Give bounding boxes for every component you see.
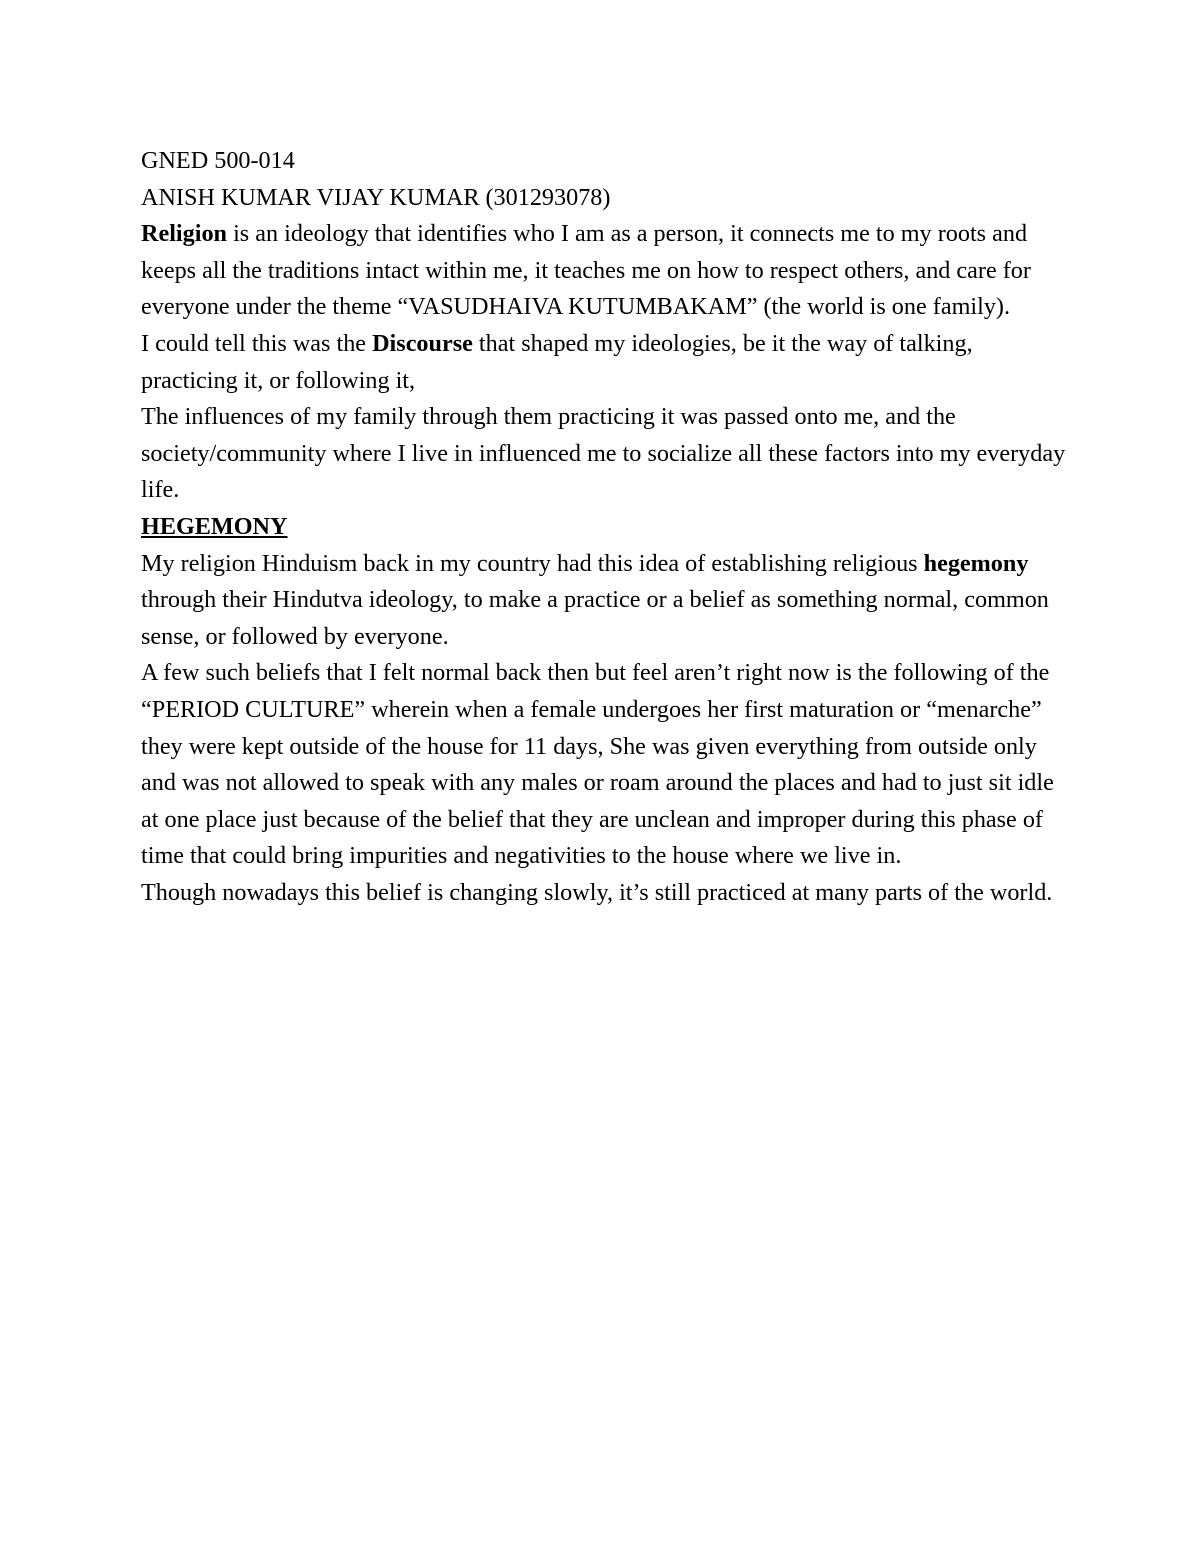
term-religion: Religion — [141, 220, 228, 248]
term-hegemony: hegemony — [923, 549, 1029, 577]
hegemony-paragraph-conclusion: Though nowadays this belief is changing slowly, it’s still practiced at many parts of the world. — [141, 878, 1053, 906]
section-heading-hegemony: HEGEMONY — [141, 512, 288, 540]
hegemony-paragraph-hindutva-after: through their Hindutva ideology, to make a practice or a belief as something normal, common sense, or followed by everyone. — [141, 586, 1049, 650]
hegemony-paragraph-hindutva — [141, 546, 1071, 656]
course-code: GNED 500-014 — [141, 147, 295, 174]
student-name-id: ANISH KUMAR VIJAY KUMAR (301293078) — [141, 183, 611, 211]
hegemony-paragraph-hindutva-before: My religion Hinduism back in my country had this idea of establishing religious — [141, 549, 924, 577]
term-discourse: Discourse — [372, 329, 473, 357]
intro-paragraph-influences: The influences of my family through them practicing it was passed onto me, and the society/community where I live in influenced me to socialize all these factors into my everyday life. — [141, 403, 1066, 504]
intro-paragraph-religion-text: is an ideology that identifies who I am as a person, it connects me to my roots and keeps all the traditions intact within me, it teaches me on how to respect others, and care for everyone under the theme “VASUDHAIVA KUTUMBAKAM” (the world is one family). — [141, 220, 1031, 321]
intro-paragraph-religion — [141, 216, 1071, 326]
intro-paragraph-discourse — [141, 326, 1071, 399]
document-body — [141, 143, 1071, 911]
hegemony-paragraph-period-culture: A few such beliefs that I felt normal back then but feel aren’t right now is the following of the “PERIOD CULTURE” wherein when a female undergoes her first maturation or “menarche” they were kept outside of the house for 11 days, She was given everything from outside only and was not allowed to speak with any males or roam around the places and had to just sit idle at one place just because of the belief that they are unclean and improper during this phase of time that could bring impurities and negativities to the house where we live in. — [141, 659, 1054, 870]
intro-paragraph-discourse-after: that shaped my ideologies, be it the way of talking, practicing it, or following it, — [141, 329, 973, 394]
intro-paragraph-discourse-before: I could tell this was the — [141, 329, 373, 357]
